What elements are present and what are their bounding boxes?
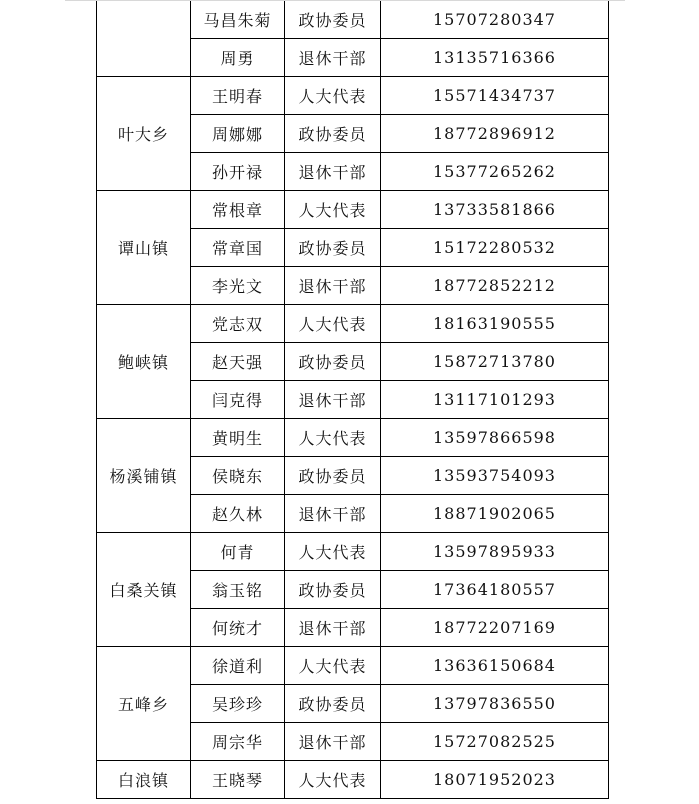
phone-number-cell: 18071952023 <box>381 761 609 799</box>
member-name-cell: 党志双 <box>191 305 285 343</box>
member-name-cell: 孙开禄 <box>191 153 285 191</box>
member-role-cell: 退休干部 <box>285 609 381 647</box>
township-cell: 叶大乡 <box>97 77 191 191</box>
table-row <box>97 191 609 229</box>
table-row <box>97 1 609 39</box>
phone-number-cell: 18772896912 <box>381 115 609 153</box>
phone-number-cell: 13117101293 <box>381 381 609 419</box>
member-role-cell: 人大代表 <box>285 761 381 799</box>
member-name-cell: 黄明生 <box>191 419 285 457</box>
member-name-cell: 王明春 <box>191 77 285 115</box>
member-role-cell: 退休干部 <box>285 381 381 419</box>
phone-number-cell: 13135716366 <box>381 39 609 77</box>
member-role-cell: 政协委员 <box>285 229 381 267</box>
contact-table <box>96 1 609 799</box>
member-name-cell: 王晓琴 <box>191 761 285 799</box>
member-name-cell: 常根章 <box>191 191 285 229</box>
phone-number-cell: 17364180557 <box>381 571 609 609</box>
phone-number-cell: 18772207169 <box>381 609 609 647</box>
member-name-cell: 周娜娜 <box>191 115 285 153</box>
member-role-cell: 人大代表 <box>285 647 381 685</box>
township-cell: 杨溪铺镇 <box>97 419 191 533</box>
member-role-cell: 政协委员 <box>285 685 381 723</box>
township-cell: 鲍峡镇 <box>97 305 191 419</box>
member-role-cell: 退休干部 <box>285 723 381 761</box>
township-cell <box>97 1 191 77</box>
table-row <box>97 761 609 799</box>
phone-number-cell: 13597866598 <box>381 419 609 457</box>
member-name-cell: 闫克得 <box>191 381 285 419</box>
member-role-cell: 人大代表 <box>285 305 381 343</box>
member-name-cell: 常章国 <box>191 229 285 267</box>
member-name-cell: 侯晓东 <box>191 457 285 495</box>
table-row <box>97 305 609 343</box>
phone-number-cell: 15727082525 <box>381 723 609 761</box>
township-cell: 白浪镇 <box>97 761 191 799</box>
table-row <box>97 647 609 685</box>
table-row <box>97 419 609 457</box>
phone-number-cell: 13593754093 <box>381 457 609 495</box>
phone-number-cell: 15571434737 <box>381 77 609 115</box>
phone-number-cell: 18871902065 <box>381 495 609 533</box>
phone-number-cell: 13733581866 <box>381 191 609 229</box>
phone-number-cell: 15172280532 <box>381 229 609 267</box>
phone-number-cell: 18772852212 <box>381 267 609 305</box>
phone-number-cell: 15377265262 <box>381 153 609 191</box>
member-role-cell: 政协委员 <box>285 571 381 609</box>
township-cell: 白桑关镇 <box>97 533 191 647</box>
township-cell: 五峰乡 <box>97 647 191 761</box>
member-name-cell: 周勇 <box>191 39 285 77</box>
phone-number-cell: 13636150684 <box>381 647 609 685</box>
member-role-cell: 人大代表 <box>285 77 381 115</box>
member-role-cell: 政协委员 <box>285 115 381 153</box>
member-name-cell: 翁玉铭 <box>191 571 285 609</box>
table-row <box>97 77 609 115</box>
member-role-cell: 政协委员 <box>285 1 381 39</box>
phone-number-cell: 18163190555 <box>381 305 609 343</box>
member-role-cell: 政协委员 <box>285 457 381 495</box>
phone-number-cell: 13797836550 <box>381 685 609 723</box>
contact-table-body <box>97 1 609 799</box>
township-cell: 谭山镇 <box>97 191 191 305</box>
member-name-cell: 赵久林 <box>191 495 285 533</box>
member-name-cell: 徐道利 <box>191 647 285 685</box>
member-role-cell: 退休干部 <box>285 267 381 305</box>
table-row <box>97 533 609 571</box>
phone-number-cell: 15872713780 <box>381 343 609 381</box>
member-name-cell: 李光文 <box>191 267 285 305</box>
phone-number-cell: 15707280347 <box>381 1 609 39</box>
member-role-cell: 退休干部 <box>285 495 381 533</box>
member-role-cell: 退休干部 <box>285 39 381 77</box>
member-name-cell: 周宗华 <box>191 723 285 761</box>
member-role-cell: 退休干部 <box>285 153 381 191</box>
phone-number-cell: 13597895933 <box>381 533 609 571</box>
member-role-cell: 人大代表 <box>285 191 381 229</box>
member-name-cell: 何青 <box>191 533 285 571</box>
member-role-cell: 政协委员 <box>285 343 381 381</box>
member-role-cell: 人大代表 <box>285 419 381 457</box>
member-role-cell: 人大代表 <box>285 533 381 571</box>
member-name-cell: 赵天强 <box>191 343 285 381</box>
member-name-cell: 何统才 <box>191 609 285 647</box>
member-name-cell: 吴珍珍 <box>191 685 285 723</box>
member-name-cell: 马昌朱菊 <box>191 1 285 39</box>
